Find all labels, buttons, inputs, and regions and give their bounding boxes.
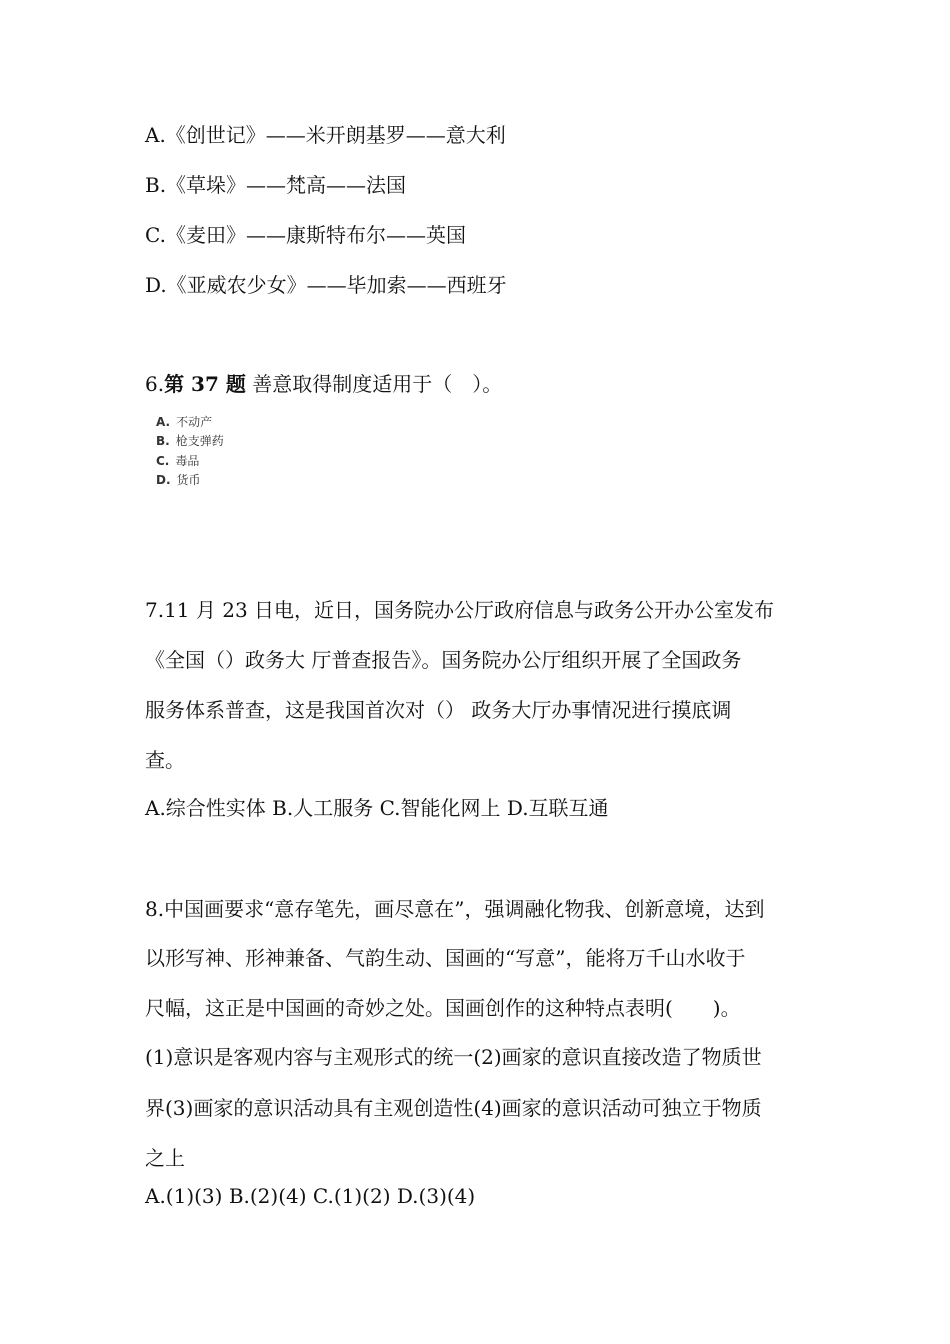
q5-option-c: C.《麦田》——康斯特布尔——英国 [145,223,466,247]
q7-line-1: 7.11 月 23 日电，近日，国务院办公厅政府信息与政务公开办公室发布 [145,598,775,622]
q8-line-1: 8.中国画要求“意存笔先，画尽意在”，强调融化物我、创新意境，达到 [145,897,765,921]
q8-line-6: 之上 [145,1146,185,1170]
q6-option-b: B. 枪支弹药 [156,434,224,448]
q7-options: A.综合性实体 B.人工服务 C.智能化网上 D.互联互通 [145,796,609,820]
q6-option-d: D. 货币 [156,473,201,487]
q8-line-3: 尺幅，这正是中国画的奇妙之处。国画创作的这种特点表明( )。 [145,996,741,1020]
q5-option-b: B.《草垛》——梵高——法国 [145,173,407,197]
q8-line-4: (1)意识是客观内容与主观形式的统一(2)画家的意识直接改造了物质世 [145,1045,762,1069]
q8-line-2: 以形写神、形神兼备、气韵生动、国画的“写意”，能将万千山水收于 [145,946,746,970]
q8-options: A.(1)(3) B.(2)(4) C.(1)(2) D.(3)(4) [145,1184,476,1208]
q5-option-d: D.《亚威农少女》——毕加索——西班牙 [145,273,507,297]
q6-label: 第 37 题 [164,372,246,396]
q7-line-2: 《全国（）政务大 厅普查报告》。国务院办公厅组织开展了全国政务 [145,648,742,672]
q5-option-a: A.《创世记》——米开朗基罗——意大利 [145,123,506,147]
q7-line-4: 查。 [145,748,185,772]
q6-option-c: C. 毒品 [156,454,200,468]
q6-question [145,370,502,398]
q6-option-a: A. 不动产 [156,415,213,429]
q6-number: 6. [145,372,165,396]
q7-line-3: 服务体系普查，这是我国首次对（） 政务大厅办事情况进行摸底调 [145,698,732,722]
q8-line-5: 界(3)画家的意识活动具有主观创造性(4)画家的意识活动可独立于物质 [145,1096,762,1120]
q6-text: 善意取得制度适用于（ ）。 [245,372,503,396]
